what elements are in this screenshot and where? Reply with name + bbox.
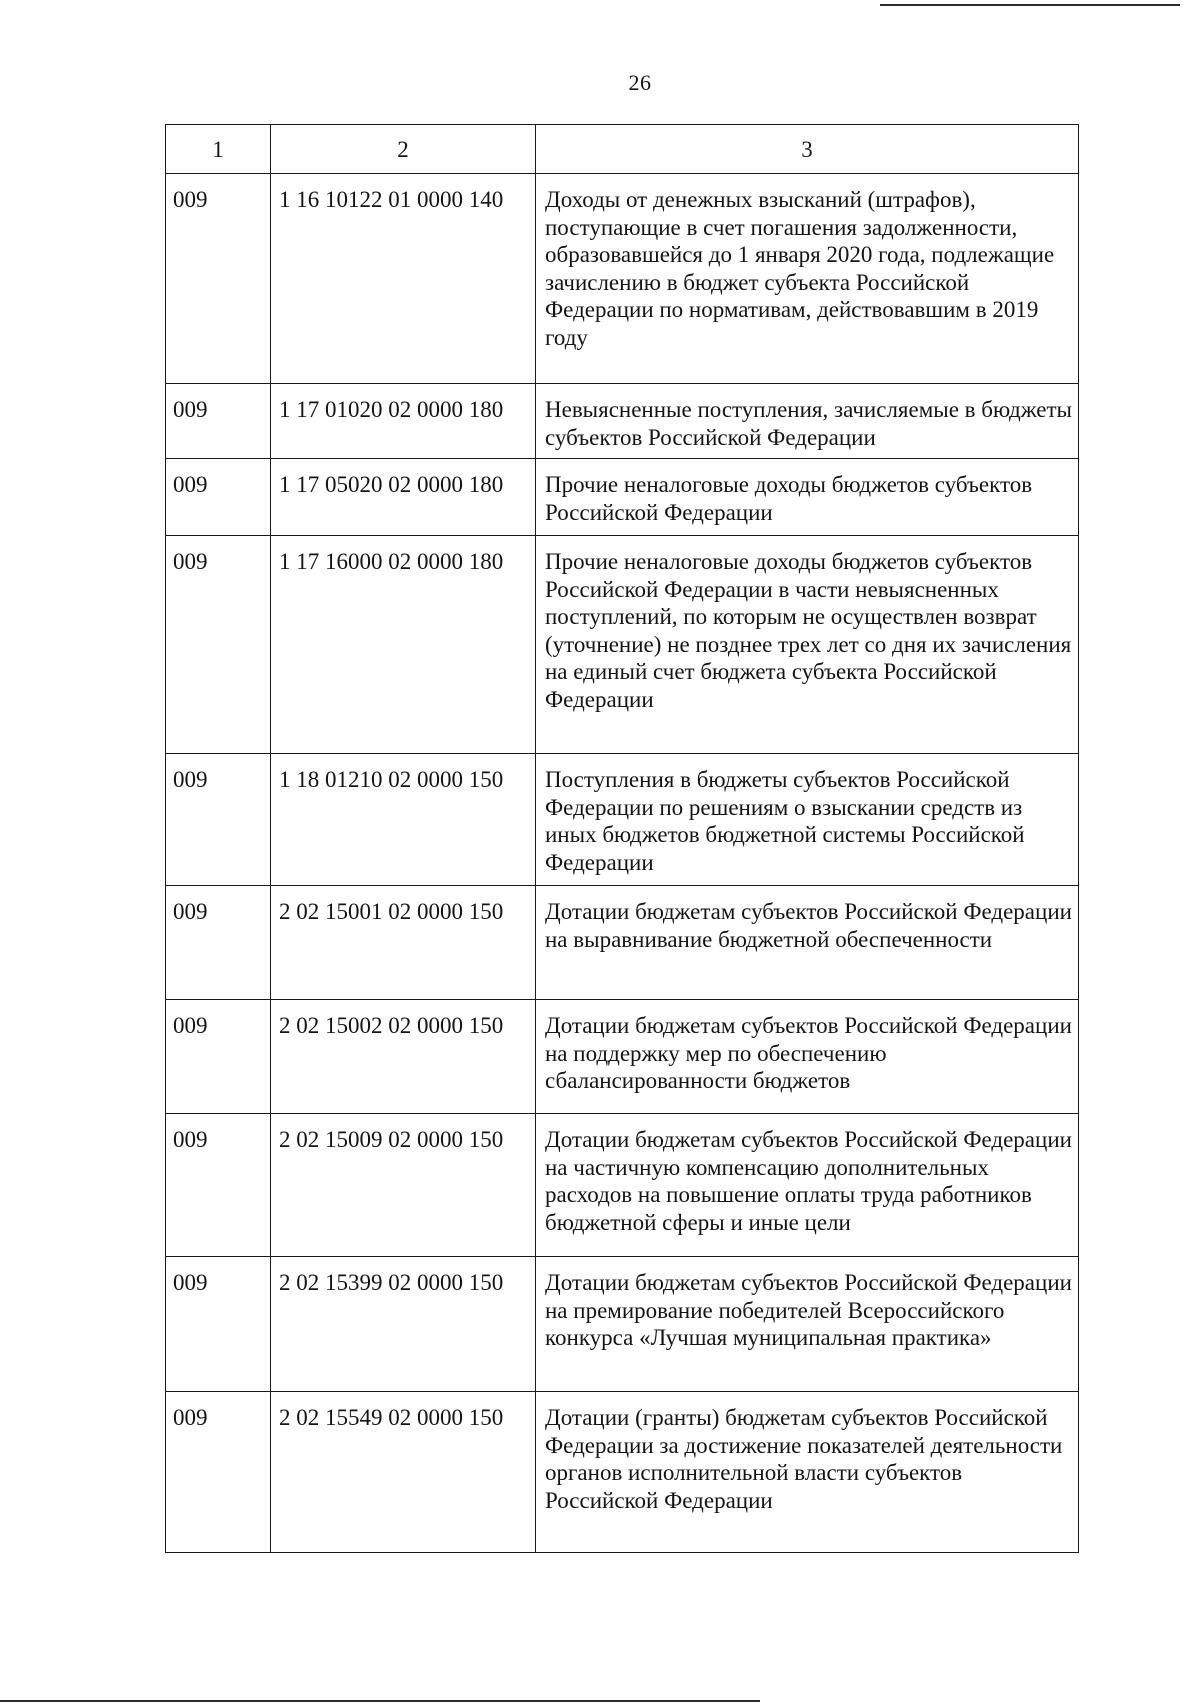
budget-code-cell: 1 17 16000 02 0000 180 — [271, 536, 536, 754]
admin-code-cell: 009 — [166, 384, 271, 459]
header-cell-1: 1 — [166, 125, 271, 174]
table-row — [166, 1000, 1079, 1114]
admin-code-cell: 009 — [166, 1000, 271, 1114]
table-row — [166, 754, 1079, 886]
header-cell-2: 2 — [271, 125, 536, 174]
budget-code-cell: 2 02 15549 02 0000 150 — [271, 1392, 536, 1553]
table-row — [166, 174, 1079, 384]
budget-code-cell: 2 02 15009 02 0000 150 — [271, 1114, 536, 1257]
budget-code-cell: 1 18 01210 02 0000 150 — [271, 754, 536, 886]
table-row — [166, 536, 1079, 754]
page-number: 26 — [628, 70, 652, 95]
table-row — [166, 1392, 1079, 1553]
admin-code-cell: 009 — [166, 1257, 271, 1392]
budget-code-cell: 1 17 01020 02 0000 180 — [271, 384, 536, 459]
budget-code-cell: 1 16 10122 01 0000 140 — [271, 174, 536, 384]
description-cell: Дотации бюджетам субъектов Российской Федерации на частичную компенсацию дополнительных расходов на повышение оплаты труда работников бюджетной сферы и иные цели — [536, 1114, 1079, 1257]
description-cell: Невыясненные поступления, зачисляемые в бюджеты субъектов Российской Федерации — [536, 384, 1079, 459]
revenue-codes-table — [165, 124, 1079, 1553]
description-cell: Дотации бюджетам субъектов Российской Федерации на выравнивание бюджетной обеспеченности — [536, 886, 1079, 1000]
description-cell: Дотации (гранты) бюджетам субъектов Российской Федерации за достижение показателей деятельности органов исполнительной власти субъектов Российской Федерации — [536, 1392, 1079, 1553]
table-row — [166, 459, 1079, 536]
admin-code-cell: 009 — [166, 1392, 271, 1553]
table-row — [166, 886, 1079, 1000]
table-header-row — [166, 125, 1079, 174]
budget-code-cell: 2 02 15399 02 0000 150 — [271, 1257, 536, 1392]
budget-code-cell: 2 02 15001 02 0000 150 — [271, 886, 536, 1000]
description-cell: Прочие неналоговые доходы бюджетов субъектов Российской Федерации — [536, 459, 1079, 536]
admin-code-cell: 009 — [166, 174, 271, 384]
description-cell: Дотации бюджетам субъектов Российской Федерации на премирование победителей Всероссийского конкурса «Лучшая муниципальная практика» — [536, 1257, 1079, 1392]
admin-code-cell: 009 — [166, 536, 271, 754]
scan-artifact-top-line — [880, 4, 1180, 6]
header-cell-3: 3 — [536, 125, 1079, 174]
description-cell: Прочие неналоговые доходы бюджетов субъектов Российской Федерации в части невыясненных поступлений, по которым не осуществлен возврат (уточнение) не позднее трех лет со дня их зачисления на единый счет бюджета субъекта Российской Федерации — [536, 536, 1079, 754]
description-cell: Доходы от денежных взысканий (штрафов), поступающие в счет погашения задолженности, образовавшейся до 1 января 2020 года, подлежащие зачислению в бюджет субъекта Российской Федерации по нормативам, действовавшим в 2019 году — [536, 174, 1079, 384]
admin-code-cell: 009 — [166, 886, 271, 1000]
table-row — [166, 1114, 1079, 1257]
description-cell: Поступления в бюджеты субъектов Российской Федерации по решениям о взыскании средств из иных бюджетов бюджетной системы Российской Федерации — [536, 754, 1079, 886]
admin-code-cell: 009 — [166, 1114, 271, 1257]
admin-code-cell: 009 — [166, 754, 271, 886]
admin-code-cell: 009 — [166, 459, 271, 536]
description-cell: Дотации бюджетам субъектов Российской Федерации на поддержку мер по обеспечению сбалансированности бюджетов — [536, 1000, 1079, 1114]
scan-artifact-bottom-line — [0, 1700, 760, 1702]
table-row — [166, 384, 1079, 459]
table-row — [166, 1257, 1079, 1392]
budget-code-cell: 1 17 05020 02 0000 180 — [271, 459, 536, 536]
budget-code-cell: 2 02 15002 02 0000 150 — [271, 1000, 536, 1114]
